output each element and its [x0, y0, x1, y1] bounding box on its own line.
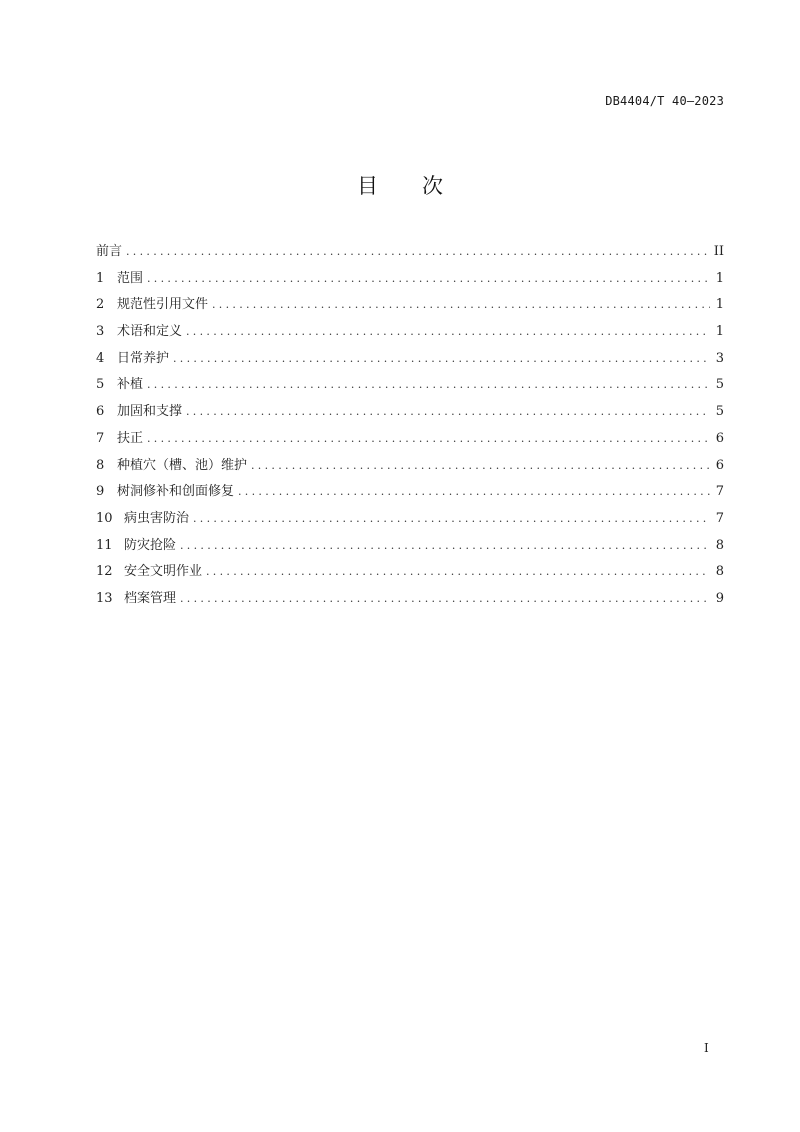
dot-leader	[186, 402, 710, 422]
toc-entry-number: 9	[96, 484, 105, 500]
toc-entry-page: 1	[715, 297, 724, 313]
toc-entry-13[interactable]	[96, 589, 724, 616]
dot-leader	[180, 589, 710, 609]
toc-entry-label: 防灾抢险	[124, 537, 177, 553]
toc-entry-number: 13	[96, 590, 113, 606]
toc-entry-9[interactable]	[96, 482, 724, 509]
dot-leader	[186, 322, 710, 342]
dot-leader	[147, 429, 710, 449]
toc-entry-label: 规范性引用文件	[117, 297, 209, 313]
dot-leader	[173, 349, 710, 369]
toc-entry-label: 补植	[117, 377, 144, 393]
title-char-1: 目	[357, 174, 378, 198]
toc-entry-6[interactable]	[96, 402, 724, 429]
toc-entry-label: 日常养护	[117, 350, 170, 366]
toc-entry-page: II	[713, 244, 724, 259]
toc-entry-label: 前言	[96, 244, 123, 259]
toc-entry-12[interactable]	[96, 562, 724, 589]
toc-entry-page: 5	[715, 404, 724, 420]
toc-entry-number: 4	[96, 350, 105, 366]
toc-entry-number: 12	[96, 564, 113, 580]
toc-entry-label: 术语和定义	[117, 324, 183, 340]
toc-entry-page: 1	[715, 270, 724, 286]
toc-entry-4[interactable]	[96, 349, 724, 376]
toc-entry-5[interactable]	[96, 375, 724, 402]
toc-entry-label: 加固和支撑	[117, 404, 183, 420]
page-title	[0, 170, 800, 200]
toc-entry-page: 5	[715, 377, 724, 393]
dot-leader	[212, 295, 710, 315]
toc-entry-number: 8	[96, 457, 105, 473]
toc-entry-1[interactable]	[96, 269, 724, 296]
dot-leader	[206, 562, 710, 582]
toc-entry-page: 3	[715, 350, 724, 366]
toc-entry-page: 8	[715, 564, 724, 580]
toc-entry-label: 病虫害防治	[124, 510, 190, 526]
toc-entry-number: 3	[96, 324, 105, 340]
toc-entry-label: 档案管理	[124, 590, 177, 606]
dot-leader	[193, 509, 710, 529]
dot-leader	[126, 242, 708, 262]
toc-entry-label: 扶正	[117, 430, 144, 446]
toc-entry-10[interactable]	[96, 509, 724, 536]
toc-entry-number: 6	[96, 404, 105, 420]
standard-code: DB4404/T 40—2023	[605, 94, 724, 108]
table-of-contents	[96, 242, 724, 616]
toc-entry-11[interactable]	[96, 536, 724, 563]
dot-leader	[147, 375, 710, 395]
toc-entry-7[interactable]	[96, 429, 724, 456]
toc-entry-page: 6	[715, 430, 724, 446]
dot-leader	[147, 269, 710, 289]
dot-leader	[238, 482, 710, 502]
toc-entry-page: 1	[715, 324, 724, 340]
toc-entry-label: 安全文明作业	[124, 564, 203, 580]
toc-entry-number: 2	[96, 297, 105, 313]
toc-entry-page: 7	[715, 484, 724, 500]
toc-entry-number: 5	[96, 377, 105, 393]
toc-entry-number: 11	[96, 537, 113, 553]
toc-entry-label: 树洞修补和创面修复	[117, 484, 235, 500]
dot-leader	[180, 536, 710, 556]
toc-entry-page: 6	[715, 457, 724, 473]
toc-entry-label: 范围	[117, 270, 144, 286]
dot-leader	[251, 456, 710, 476]
toc-entry-page: 9	[715, 590, 724, 606]
toc-entry-3[interactable]	[96, 322, 724, 349]
toc-entry-8[interactable]	[96, 456, 724, 483]
toc-entry-foreword[interactable]	[96, 242, 724, 269]
toc-entry-number: 7	[96, 430, 105, 446]
page-number: I	[704, 1041, 709, 1055]
toc-entry-page: 7	[715, 510, 724, 526]
toc-entry-page: 8	[715, 537, 724, 553]
toc-entry-number: 1	[96, 270, 105, 286]
toc-entry-label: 种植穴（槽、池）维护	[117, 457, 248, 473]
toc-entry-number: 10	[96, 510, 113, 526]
toc-entry-2[interactable]	[96, 295, 724, 322]
title-char-2: 次	[422, 174, 443, 198]
